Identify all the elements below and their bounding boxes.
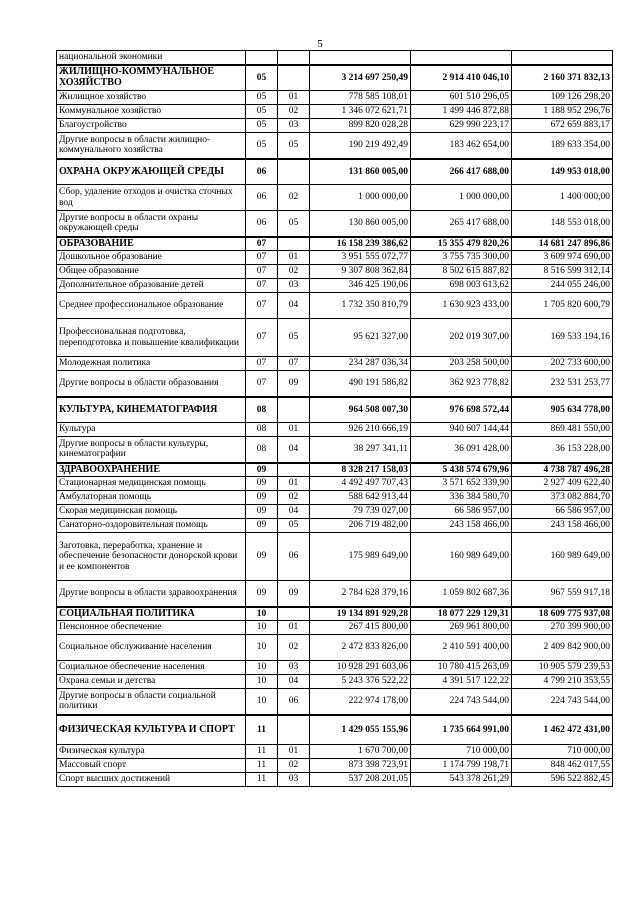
table-row [57, 581, 613, 607]
subsection-code-cell: 01 [278, 745, 310, 759]
amount-year2-cell: 4 391 517 122,22 [411, 675, 512, 689]
amount-year1-cell: 899 820 028,28 [310, 119, 411, 133]
subsection-code-cell: 02 [278, 491, 310, 505]
amount-year1-cell: 3 214 697 250,49 [310, 65, 411, 91]
amount-year3-cell: 109 126 298,20 [512, 91, 613, 105]
table-row [57, 519, 613, 533]
subsection-code-cell [278, 397, 310, 423]
table-row [57, 689, 613, 715]
amount-year1-cell: 2 472 833 826,00 [310, 635, 411, 661]
amount-year1-cell [310, 51, 411, 65]
section-code-cell: 09 [246, 533, 278, 581]
amount-year2-cell: 269 961 800,00 [411, 621, 512, 635]
amount-year2-cell: 36 091 428,00 [411, 437, 512, 463]
subsection-code-cell: 05 [278, 211, 310, 237]
section-code-cell: 10 [246, 689, 278, 715]
section-row [57, 607, 613, 621]
amount-year1-cell: 206 719 482,00 [310, 519, 411, 533]
subsection-code-cell: 05 [278, 319, 310, 357]
subsection-code-cell: 01 [278, 251, 310, 265]
section-code-cell: 11 [246, 745, 278, 759]
subsection-code-cell: 07 [278, 357, 310, 371]
subsection-code-cell: 01 [278, 423, 310, 437]
amount-year2-cell: 698 003 613,62 [411, 279, 512, 293]
table-row [57, 491, 613, 505]
table-row [57, 105, 613, 119]
subsection-code-cell: 09 [278, 581, 310, 607]
subsection-code-cell [278, 715, 310, 745]
amount-year1-cell: 190 219 492,49 [310, 133, 411, 159]
section-code-cell: 09 [246, 477, 278, 491]
subsection-code-cell [278, 607, 310, 621]
section-code-cell: 11 [246, 773, 278, 787]
section-code-cell: 07 [246, 251, 278, 265]
subsection-code-cell: 03 [278, 279, 310, 293]
section-code-cell: 07 [246, 371, 278, 397]
amount-year1-cell: 79 739 027,00 [310, 505, 411, 519]
section-code-cell: 10 [246, 661, 278, 675]
amount-year3-cell: 1 462 472 431,00 [512, 715, 613, 745]
amount-year1-cell: 16 158 239 386,62 [310, 237, 411, 251]
amount-year2-cell: 202 019 307,00 [411, 319, 512, 357]
amount-year2-cell: 2 410 591 400,00 [411, 635, 512, 661]
table-row [57, 437, 613, 463]
subsection-code-cell: 02 [278, 759, 310, 773]
section-code-cell: 07 [246, 319, 278, 357]
section-row [57, 159, 613, 185]
section-code-cell: 09 [246, 505, 278, 519]
amount-year3-cell: 1 705 820 600,79 [512, 293, 613, 319]
section-code-cell: 06 [246, 185, 278, 211]
row-name-cell: Среднее профессиональное образование [57, 293, 246, 319]
amount-year1-cell: 3 951 555 072,77 [310, 251, 411, 265]
row-name-cell: Другие вопросы в области культуры, кинематографии [57, 437, 246, 463]
amount-year3-cell: 160 989 649,00 [512, 533, 613, 581]
subsection-code-cell: 03 [278, 119, 310, 133]
row-name-cell: Другие вопросы в области охраны окружающей среды [57, 211, 246, 237]
amount-year3-cell: 710 000,00 [512, 745, 613, 759]
subsection-code-cell: 02 [278, 635, 310, 661]
amount-year3-cell: 1 188 952 296,76 [512, 105, 613, 119]
table-row [57, 91, 613, 105]
amount-year3-cell: 270 399 900,00 [512, 621, 613, 635]
amount-year2-cell: 203 258 500,00 [411, 357, 512, 371]
row-name-cell: ЗДРАВООХРАНЕНИЕ [57, 463, 246, 477]
table-row [57, 251, 613, 265]
amount-year1-cell: 2 784 628 379,16 [310, 581, 411, 607]
section-code-cell: 05 [246, 105, 278, 119]
table-row [57, 533, 613, 581]
row-name-cell: Дополнительное образование детей [57, 279, 246, 293]
subsection-code-cell: 02 [278, 105, 310, 119]
row-name-cell: Жилищное хозяйство [57, 91, 246, 105]
subsection-code-cell: 06 [278, 533, 310, 581]
section-code-cell: 07 [246, 293, 278, 319]
amount-year1-cell: 588 642 913,44 [310, 491, 411, 505]
amount-year1-cell: 537 208 201,05 [310, 773, 411, 787]
amount-year3-cell: 169 533 194,16 [512, 319, 613, 357]
section-code-cell: 08 [246, 397, 278, 423]
amount-year2-cell: 266 417 688,00 [411, 159, 512, 185]
table-row [57, 265, 613, 279]
amount-year3-cell: 1 400 000,00 [512, 185, 613, 211]
amount-year2-cell: 1 499 446 872,88 [411, 105, 512, 119]
amount-year2-cell: 15 355 479 820,26 [411, 237, 512, 251]
subsection-code-cell: 02 [278, 185, 310, 211]
subsection-code-cell [278, 51, 310, 65]
amount-year2-cell: 5 438 574 679,96 [411, 463, 512, 477]
amount-year2-cell: 265 417 688,00 [411, 211, 512, 237]
table-row [57, 773, 613, 787]
table-row [57, 675, 613, 689]
subsection-code-cell: 04 [278, 437, 310, 463]
amount-year3-cell: 14 681 247 896,86 [512, 237, 613, 251]
table-row [57, 51, 613, 65]
amount-year3-cell: 148 553 018,00 [512, 211, 613, 237]
amount-year2-cell: 940 607 144,44 [411, 423, 512, 437]
amount-year2-cell: 629 990 223,17 [411, 119, 512, 133]
section-code-cell: 10 [246, 635, 278, 661]
amount-year1-cell: 38 297 341,11 [310, 437, 411, 463]
section-code-cell: 09 [246, 519, 278, 533]
amount-year3-cell: 848 462 017,55 [512, 759, 613, 773]
amount-year1-cell: 175 989 649,00 [310, 533, 411, 581]
subsection-code-cell [278, 237, 310, 251]
amount-year2-cell: 1 630 923 433,00 [411, 293, 512, 319]
amount-year1-cell: 1 346 072 621,71 [310, 105, 411, 119]
section-code-cell: 05 [246, 65, 278, 91]
table-row [57, 185, 613, 211]
table-row [57, 505, 613, 519]
section-code-cell: 09 [246, 463, 278, 477]
table-row [57, 357, 613, 371]
row-name-cell: Спорт высших достижений [57, 773, 246, 787]
subsection-code-cell: 04 [278, 293, 310, 319]
amount-year3-cell: 224 743 544,00 [512, 689, 613, 715]
amount-year2-cell: 1 174 799 198,71 [411, 759, 512, 773]
table-row [57, 477, 613, 491]
subsection-code-cell: 01 [278, 91, 310, 105]
budget-table [56, 50, 613, 787]
row-name-cell: Молодежная политика [57, 357, 246, 371]
row-name-cell: ОХРАНА ОКРУЖАЮЩЕЙ СРЕДЫ [57, 159, 246, 185]
amount-year1-cell: 222 974 178,00 [310, 689, 411, 715]
section-code-cell: 05 [246, 91, 278, 105]
subsection-code-cell: 02 [278, 265, 310, 279]
row-name-cell: Дошкольное образование [57, 251, 246, 265]
table-row [57, 635, 613, 661]
amount-year2-cell: 243 158 466,00 [411, 519, 512, 533]
section-code-cell: 10 [246, 675, 278, 689]
amount-year2-cell: 543 378 261,29 [411, 773, 512, 787]
row-name-cell: Скорая медицинская помощь [57, 505, 246, 519]
amount-year1-cell: 234 287 036,34 [310, 357, 411, 371]
row-name-cell: Другие вопросы в области образования [57, 371, 246, 397]
amount-year3-cell [512, 51, 613, 65]
section-row [57, 463, 613, 477]
table-row [57, 119, 613, 133]
row-name-cell: Сбор, удаление отходов и очистка сточных вод [57, 185, 246, 211]
row-name-cell: Социальное обеспечение населения [57, 661, 246, 675]
amount-year2-cell: 3 755 735 300,00 [411, 251, 512, 265]
row-name-cell: Санаторно-оздоровительная помощь [57, 519, 246, 533]
amount-year3-cell: 8 516 599 312,14 [512, 265, 613, 279]
amount-year1-cell: 4 492 497 707,43 [310, 477, 411, 491]
row-name-cell: Пенсионное обеспечение [57, 621, 246, 635]
subsection-code-cell [278, 159, 310, 185]
row-name-cell: Другие вопросы в области социальной политики [57, 689, 246, 715]
section-code-cell: 09 [246, 581, 278, 607]
section-row [57, 65, 613, 91]
amount-year1-cell: 490 191 586,82 [310, 371, 411, 397]
amount-year3-cell: 672 659 883,17 [512, 119, 613, 133]
amount-year3-cell: 967 559 917,18 [512, 581, 613, 607]
amount-year2-cell: 3 571 652 339,90 [411, 477, 512, 491]
amount-year2-cell: 1 000 000,00 [411, 185, 512, 211]
table-row [57, 279, 613, 293]
amount-year3-cell: 36 153 228,00 [512, 437, 613, 463]
budget-table-body [57, 51, 613, 787]
section-code-cell: 05 [246, 133, 278, 159]
amount-year2-cell: 8 502 615 887,82 [411, 265, 512, 279]
row-name-cell: Коммунальное хозяйство [57, 105, 246, 119]
section-code-cell: 11 [246, 759, 278, 773]
amount-year3-cell: 869 481 550,00 [512, 423, 613, 437]
amount-year3-cell: 373 082 884,70 [512, 491, 613, 505]
amount-year3-cell: 2 927 409 622,40 [512, 477, 613, 491]
amount-year3-cell: 232 531 253,77 [512, 371, 613, 397]
subsection-code-cell: 04 [278, 505, 310, 519]
section-code-cell: 11 [246, 715, 278, 745]
amount-year1-cell: 95 621 327,00 [310, 319, 411, 357]
amount-year1-cell: 8 328 217 158,03 [310, 463, 411, 477]
amount-year1-cell: 130 860 005,00 [310, 211, 411, 237]
row-name-cell: Социальное обслуживание населения [57, 635, 246, 661]
table-row [57, 661, 613, 675]
subsection-code-cell: 05 [278, 133, 310, 159]
section-row [57, 715, 613, 745]
amount-year2-cell: 160 989 649,00 [411, 533, 512, 581]
section-code-cell: 07 [246, 237, 278, 251]
row-name-cell: Амбулаторная помощь [57, 491, 246, 505]
row-name-cell: Охрана семьи и детства [57, 675, 246, 689]
amount-year2-cell: 336 384 580,70 [411, 491, 512, 505]
amount-year1-cell: 19 134 891 929,28 [310, 607, 411, 621]
amount-year3-cell: 10 905 579 239,53 [512, 661, 613, 675]
amount-year2-cell: 710 000,00 [411, 745, 512, 759]
subsection-code-cell: 01 [278, 621, 310, 635]
amount-year2-cell: 10 780 415 263,09 [411, 661, 512, 675]
section-row [57, 237, 613, 251]
amount-year2-cell: 66 586 957,00 [411, 505, 512, 519]
amount-year2-cell: 601 510 296,05 [411, 91, 512, 105]
row-name-cell: Профессиональная подготовка, переподготовка и повышение квалификации [57, 319, 246, 357]
amount-year3-cell: 202 733 600,00 [512, 357, 613, 371]
subsection-code-cell [278, 65, 310, 91]
row-name-cell: СОЦИАЛЬНАЯ ПОЛИТИКА [57, 607, 246, 621]
subsection-code-cell: 01 [278, 477, 310, 491]
subsection-code-cell: 05 [278, 519, 310, 533]
row-name-cell: Заготовка, переработка, хранение и обеспечение безопасности донорской крови и ее компонентов [57, 533, 246, 581]
amount-year1-cell: 1 429 055 155,96 [310, 715, 411, 745]
amount-year3-cell: 18 609 775 937,08 [512, 607, 613, 621]
row-name-cell: ОБРАЗОВАНИЕ [57, 237, 246, 251]
section-code-cell: 08 [246, 423, 278, 437]
section-code-cell: 05 [246, 119, 278, 133]
amount-year2-cell: 183 462 654,00 [411, 133, 512, 159]
table-row [57, 319, 613, 357]
amount-year1-cell: 267 415 800,00 [310, 621, 411, 635]
table-row [57, 745, 613, 759]
row-name-cell: ФИЗИЧЕСКАЯ КУЛЬТУРА И СПОРТ [57, 715, 246, 745]
amount-year1-cell: 873 398 723,91 [310, 759, 411, 773]
section-code-cell: 08 [246, 437, 278, 463]
amount-year3-cell: 189 633 354,00 [512, 133, 613, 159]
row-name-cell: Культура [57, 423, 246, 437]
amount-year2-cell: 2 914 410 046,10 [411, 65, 512, 91]
section-code-cell: 07 [246, 265, 278, 279]
table-row [57, 293, 613, 319]
amount-year2-cell: 976 698 572,44 [411, 397, 512, 423]
amount-year1-cell: 964 508 007,30 [310, 397, 411, 423]
row-name-cell: национальной экономики [57, 51, 246, 65]
amount-year1-cell: 5 243 376 522,22 [310, 675, 411, 689]
amount-year1-cell: 9 307 808 362,84 [310, 265, 411, 279]
amount-year1-cell: 1 732 350 810,79 [310, 293, 411, 319]
row-name-cell: Физическая культура [57, 745, 246, 759]
amount-year1-cell: 1 000 000,00 [310, 185, 411, 211]
amount-year1-cell: 1 670 700,00 [310, 745, 411, 759]
row-name-cell: ЖИЛИЩНО-КОММУНАЛЬНОЕ ХОЗЯЙСТВО [57, 65, 246, 91]
amount-year3-cell: 244 055 246,00 [512, 279, 613, 293]
subsection-code-cell: 09 [278, 371, 310, 397]
subsection-code-cell: 04 [278, 675, 310, 689]
table-row [57, 621, 613, 635]
section-code-cell: 07 [246, 357, 278, 371]
amount-year3-cell: 4 738 787 496,28 [512, 463, 613, 477]
amount-year1-cell: 131 860 005,00 [310, 159, 411, 185]
amount-year2-cell: 362 923 778,82 [411, 371, 512, 397]
amount-year3-cell: 66 586 957,00 [512, 505, 613, 519]
section-code-cell: 06 [246, 159, 278, 185]
page-number: 5 [317, 38, 323, 50]
table-row [57, 211, 613, 237]
table-row [57, 133, 613, 159]
section-code-cell: 06 [246, 211, 278, 237]
table-row [57, 759, 613, 773]
amount-year1-cell: 10 928 291 603,06 [310, 661, 411, 675]
row-name-cell: Массовый спорт [57, 759, 246, 773]
section-code-cell: 10 [246, 607, 278, 621]
amount-year3-cell: 3 609 974 690,00 [512, 251, 613, 265]
amount-year3-cell: 2 160 371 832,13 [512, 65, 613, 91]
row-name-cell: Другие вопросы в области здравоохранения [57, 581, 246, 607]
table-row [57, 371, 613, 397]
amount-year1-cell: 926 210 666,19 [310, 423, 411, 437]
subsection-code-cell: 06 [278, 689, 310, 715]
section-code-cell [246, 51, 278, 65]
row-name-cell: КУЛЬТУРА, КИНЕМАТОГРАФИЯ [57, 397, 246, 423]
amount-year3-cell: 596 522 882,45 [512, 773, 613, 787]
amount-year3-cell: 4 799 210 353,55 [512, 675, 613, 689]
row-name-cell: Благоустройство [57, 119, 246, 133]
amount-year1-cell: 346 425 190,06 [310, 279, 411, 293]
amount-year2-cell: 1 059 802 687,36 [411, 581, 512, 607]
table-row [57, 423, 613, 437]
row-name-cell: Другие вопросы в области жилищно-коммунального хозяйства [57, 133, 246, 159]
amount-year3-cell: 149 953 018,00 [512, 159, 613, 185]
row-name-cell: Общее образование [57, 265, 246, 279]
amount-year2-cell: 18 077 229 129,31 [411, 607, 512, 621]
amount-year2-cell: 224 743 544,00 [411, 689, 512, 715]
amount-year3-cell: 2 409 842 900,00 [512, 635, 613, 661]
subsection-code-cell [278, 463, 310, 477]
amount-year3-cell: 905 634 778,00 [512, 397, 613, 423]
amount-year1-cell: 778 585 108,01 [310, 91, 411, 105]
section-code-cell: 07 [246, 279, 278, 293]
section-row [57, 397, 613, 423]
amount-year2-cell: 1 735 664 991,00 [411, 715, 512, 745]
section-code-cell: 10 [246, 621, 278, 635]
amount-year3-cell: 243 158 466,00 [512, 519, 613, 533]
subsection-code-cell: 03 [278, 661, 310, 675]
section-code-cell: 09 [246, 491, 278, 505]
amount-year2-cell [411, 51, 512, 65]
row-name-cell: Стационарная медицинская помощь [57, 477, 246, 491]
subsection-code-cell: 03 [278, 773, 310, 787]
